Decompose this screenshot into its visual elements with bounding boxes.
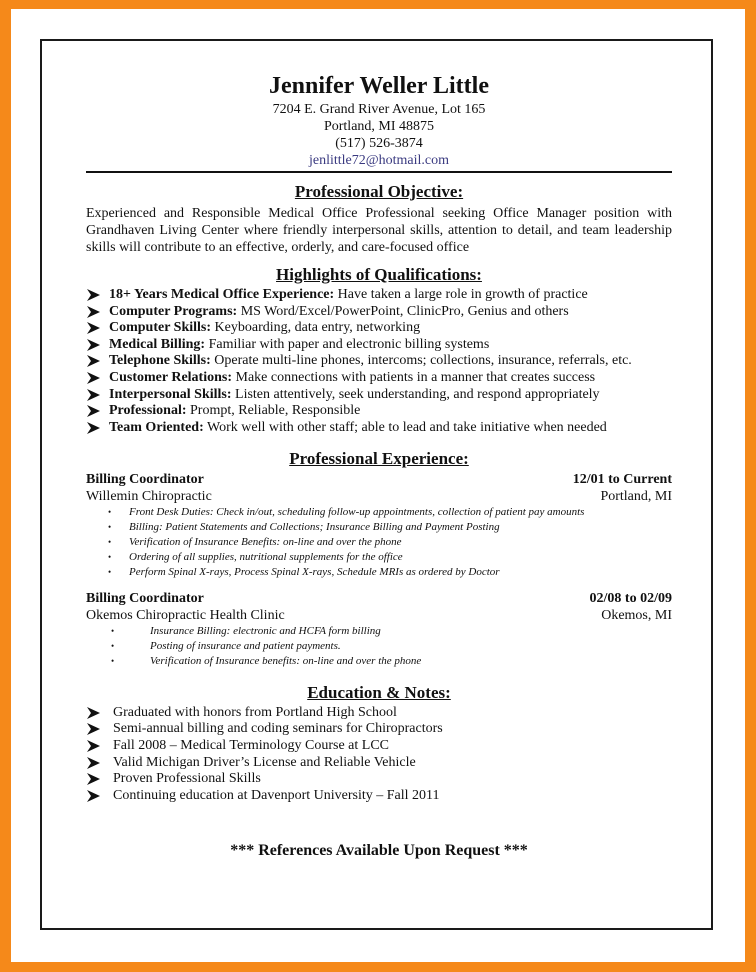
list-item (86, 654, 672, 669)
list-item (86, 738, 672, 755)
qualification-text: Listen attentively, seek understanding, and respond appropriately (231, 386, 600, 402)
bullet-icon: • (111, 626, 115, 637)
job-dates: 02/08 to 02/09 (589, 591, 672, 607)
header-divider (86, 171, 672, 173)
resume-content (86, 71, 672, 860)
qualification-text: Keyboarding, data entry, networking (211, 320, 421, 336)
duty-text: Posting of insurance and patient payments. (150, 640, 341, 653)
duties-list (86, 624, 672, 668)
arrow-bullet-icon (87, 757, 100, 769)
list-item (86, 565, 672, 580)
job-entry (86, 591, 672, 668)
qualification-text: Work well with other staff; able to lead and take initiative when needed (203, 419, 607, 435)
job-entry (86, 472, 672, 579)
education-text: Semi-annual billing and coding seminars for Chiropractors (113, 721, 443, 737)
qualification-label: Computer Skills: (109, 320, 212, 336)
arrow-bullet-icon (87, 773, 100, 785)
experience-title: Professional Experience: (289, 449, 469, 469)
qualification-text: Have taken a large role in growth of practice (334, 287, 588, 302)
job-employer: Okemos Chiropractic Health Clinic (86, 607, 285, 623)
job-location: Portland, MI (600, 488, 672, 504)
job-header (86, 472, 672, 489)
resume-page (11, 9, 745, 962)
list-item (86, 370, 672, 387)
qualification-label: Interpersonal Skills: (109, 386, 232, 402)
qualification-label: Professional: (109, 403, 187, 419)
arrow-bullet-icon (87, 389, 100, 401)
list-item (86, 387, 672, 404)
qualification-text: Familiar with paper and electronic billing systems (205, 336, 490, 352)
bullet-icon: • (111, 655, 115, 666)
qualification-text: Make connections with patients in a manner that creates success (232, 369, 596, 385)
qualification-label: 18+ Years Medical Office Experience: (109, 287, 335, 302)
bullet-icon: • (108, 507, 112, 518)
list-item (86, 755, 672, 772)
list-item (86, 788, 672, 805)
qualification-text: Prompt, Reliable, Responsible (186, 403, 361, 419)
bullet-icon: • (111, 641, 115, 652)
objective-section (86, 182, 672, 256)
duty-text: Perform Spinal X-rays, Process Spinal X-rays, Schedule MRIs as ordered by Doctor (129, 565, 500, 578)
job-employer-row (86, 489, 672, 506)
list-item (86, 520, 672, 535)
bullet-icon: • (108, 566, 112, 577)
duty-text: Verification of Insurance benefits: on-line and over the phone (150, 654, 422, 667)
education-text: Valid Michigan Driver’s License and Reliable Vehicle (113, 754, 416, 770)
list-item (86, 320, 672, 337)
job-header (86, 591, 672, 608)
education-section (86, 683, 672, 805)
objective-title: Professional Objective: (294, 182, 464, 201)
bullet-icon: • (108, 536, 112, 547)
arrow-bullet-icon (87, 723, 100, 735)
arrow-bullet-icon (87, 707, 100, 719)
list-item (86, 639, 672, 654)
bullet-icon: • (108, 522, 112, 533)
duty-text: Insurance Billing: electronic and HCFA form billing (150, 625, 381, 638)
qualification-label: Team Oriented: (109, 419, 204, 435)
highlights-list (86, 287, 672, 436)
list-item (86, 771, 672, 788)
qualification-label: Telephone Skills: (109, 353, 211, 369)
highlights-section (86, 265, 672, 436)
arrow-bullet-icon (87, 740, 100, 752)
list-item (86, 420, 672, 437)
list-item (86, 403, 672, 420)
bullet-icon: • (108, 551, 112, 562)
qualification-text: Operate multi-line phones, intercoms; collections, insurance, referrals, etc. (210, 353, 632, 369)
job-dates: 12/01 to Current (572, 472, 672, 488)
duty-text: Front Desk Duties: Check in/out, scheduling follow-up appointments, collection of patient pay amounts (129, 506, 585, 519)
arrow-bullet-icon (87, 372, 100, 384)
job-location: Okemos, MI (601, 607, 672, 623)
experience-section (86, 449, 672, 668)
education-text: Fall 2008 – Medical Terminology Course at LCC (113, 737, 390, 753)
list-item (86, 337, 672, 354)
list-item (86, 624, 672, 639)
email-address[interactable]: jenlittle72@hotmail.com (308, 153, 450, 168)
duty-text: Verification of Insurance Benefits: on-line and over the phone (129, 535, 402, 548)
list-item (86, 353, 672, 370)
arrow-bullet-icon (87, 322, 100, 334)
arrow-bullet-icon (87, 339, 100, 351)
education-title: Education & Notes: (307, 682, 451, 702)
list-item (86, 287, 672, 304)
list-item (86, 505, 672, 520)
list-item (86, 550, 672, 565)
list-item (86, 721, 672, 738)
address-line-1: 7204 E. Grand River Avenue, Lot 165 (272, 102, 486, 117)
address-line-2: Portland, MI 48875 (323, 119, 435, 134)
phone-number: (517) 526-3874 (335, 136, 423, 151)
arrow-bullet-icon (87, 422, 100, 434)
job-employer-row (86, 608, 672, 625)
qualification-label: Customer Relations: (109, 369, 233, 385)
job-employer: Willemin Chiropractic (86, 488, 212, 504)
arrow-bullet-icon (87, 405, 100, 417)
arrow-bullet-icon (87, 289, 100, 301)
resume-header (86, 71, 672, 173)
education-text: Proven Professional Skills (113, 771, 261, 787)
qualification-label: Medical Billing: (109, 336, 206, 352)
job-position: Billing Coordinator (86, 472, 204, 488)
highlights-title: Highlights of Qualifications: (276, 265, 482, 284)
duties-list (86, 505, 672, 579)
list-item (86, 705, 672, 722)
education-text: Graduated with honors from Portland High School (113, 704, 397, 720)
list-item (86, 304, 672, 321)
education-list (86, 705, 672, 805)
education-text: Continuing education at Davenport University – Fall 2011 (113, 787, 440, 803)
objective-text: Experienced and Responsible Medical Office Professional seeking Office Manager position with Grandhaven Living Center where friendly interpersonal skills, attention to detail, and team leadership skills will contribute to an effective, orderly, and care-focused office (86, 206, 672, 255)
arrow-bullet-icon (87, 306, 100, 318)
arrow-bullet-icon (87, 790, 100, 802)
list-item (86, 535, 672, 550)
duty-text: Billing: Patient Statements and Collections; Insurance Billing and Payment Posting (129, 521, 500, 534)
duty-text: Ordering of all supplies, nutritional supplements for the office (129, 550, 403, 563)
qualification-text: MS Word/Excel/PowerPoint, ClinicPro, Genius and others (237, 303, 569, 319)
job-position: Billing Coordinator (86, 591, 204, 607)
references-note: *** References Available Upon Request *** (230, 842, 528, 860)
applicant-name: Jennifer Weller Little (269, 73, 489, 99)
qualification-label: Computer Programs: (109, 303, 238, 319)
arrow-bullet-icon (87, 355, 100, 367)
